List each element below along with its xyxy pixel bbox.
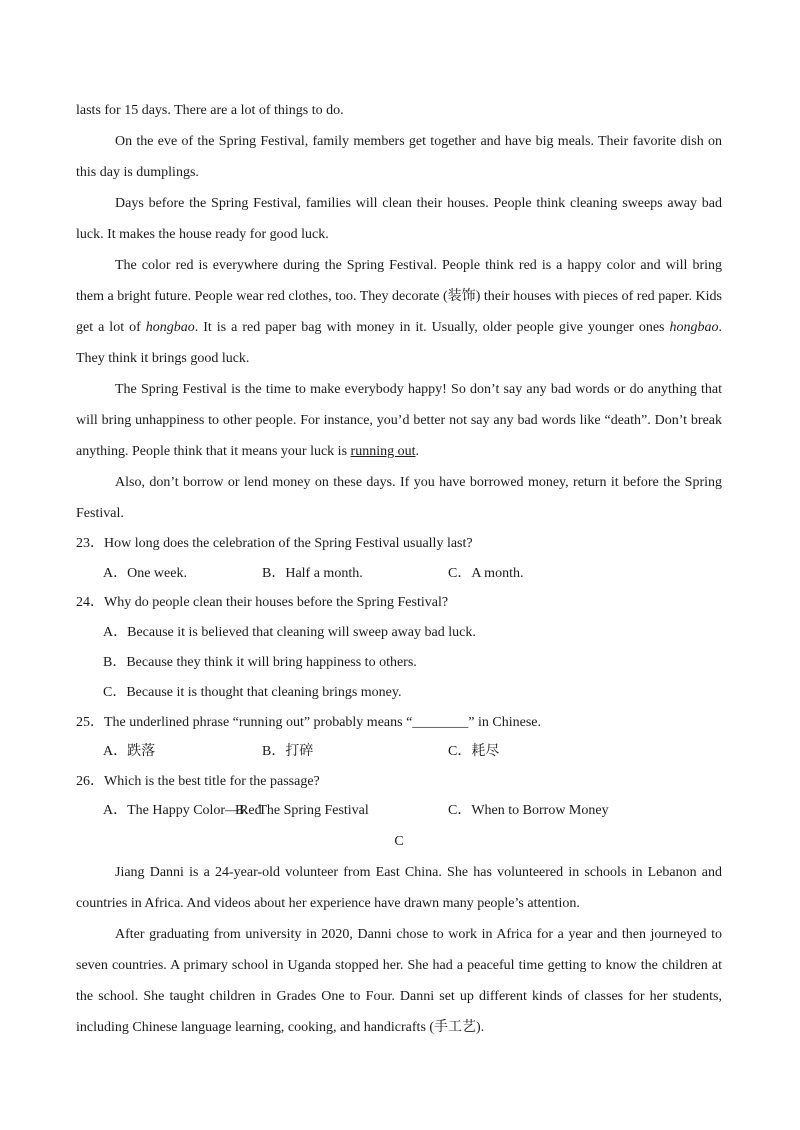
option-b: B．Half a month. [262, 565, 363, 581]
hongbao-term: hongbao [669, 320, 719, 335]
section-label: C [394, 833, 404, 849]
passage-paragraph: Also, don’t borrow or lend money on these days. If you have borrowed money, return it before the Spring Festival. [76, 475, 722, 521]
option-c: C．耗尽 [448, 744, 500, 759]
question-stem: 25．The underlined phrase “running out” probably means “________” in Chinese. [76, 714, 541, 730]
passage-paragraph: Days before the Spring Festival, families will clean their houses. People think cleaning sweeps away bad luck. It makes the house ready for good luck. [76, 196, 722, 242]
question-stem: 24．Why do people clean their houses before the Spring Festival? [76, 595, 449, 610]
options-row [76, 559, 722, 589]
option-a: A．Because it is believed that cleaning will sweep away bad luck. [103, 624, 476, 640]
passage-text: . It is a red paper bag with money in it. Usually, older people give younger ones [194, 320, 670, 335]
option-c: C．Because it is thought that cleaning brings money. [103, 684, 402, 700]
passage-text: The Spring Festival is the time to make everybody happy! So don’t say any bad words or do anything that will bring unhappiness to other people. For instance, you’d better not say any bad words like “death”. Don’t break anything. People think that it means your luck is [76, 382, 722, 459]
passage-paragraph: After graduating from university in 2020, Danni chose to work in Africa for a year and then journeyed to seven countries. A primary school in Uganda stopped her. She had a peaceful time getting to know the children at the school. She taught children in Grades One to Four. Danni set up different kinds of classes for her students, including Chinese language learning, cooking, and handicrafts (手工艺). [76, 926, 722, 1035]
option-b: B．Because they think it will bring happiness to others. [103, 654, 417, 670]
options-row [76, 796, 722, 826]
passage-paragraph: Jiang Danni is a 24-year-old volunteer from East China. She has volunteered in schools in Lebanon and countries in Africa. And videos about her experience have drawn many people’s attention. [76, 864, 722, 911]
passage-paragraph [76, 374, 722, 467]
option-c: C．A month. [448, 565, 524, 581]
question-stem: 23．How long does the celebration of the Spring Festival usually last? [76, 536, 473, 551]
hongbao-term: hongbao [145, 320, 195, 335]
option-a: A．跌落 [103, 744, 156, 759]
passage-text: The color red is everywhere during the Spring Festival. People think red is a happy color and will bring them a bright future. People wear red clothes, too. They decorate (装饰) their houses with pieces of red paper. Kids get a lot of [76, 258, 722, 335]
passage-paragraph [76, 250, 722, 374]
question-stem: 26．Which is the best title for the passage? [76, 773, 320, 789]
option-a: A．One week. [103, 565, 187, 581]
passage-paragraph: On the eve of the Spring Festival, family members get together and have big meals. Their favorite dish on this day is dumplings. [76, 134, 722, 180]
option-a: A．The Happy Color—Red [103, 803, 262, 818]
option-b: B．打碎 [262, 744, 314, 759]
document-body [76, 95, 722, 1043]
option-b: B．The Spring Festival [235, 803, 369, 818]
passage-text: . They think it brings good luck. [76, 320, 722, 366]
option-c: C．When to Borrow Money [448, 803, 609, 818]
underlined-phrase: running out [350, 444, 416, 459]
passage-text: . [415, 444, 419, 459]
passage-paragraph: lasts for 15 days. There are a lot of things to do. [76, 103, 344, 118]
options-row [76, 737, 722, 767]
